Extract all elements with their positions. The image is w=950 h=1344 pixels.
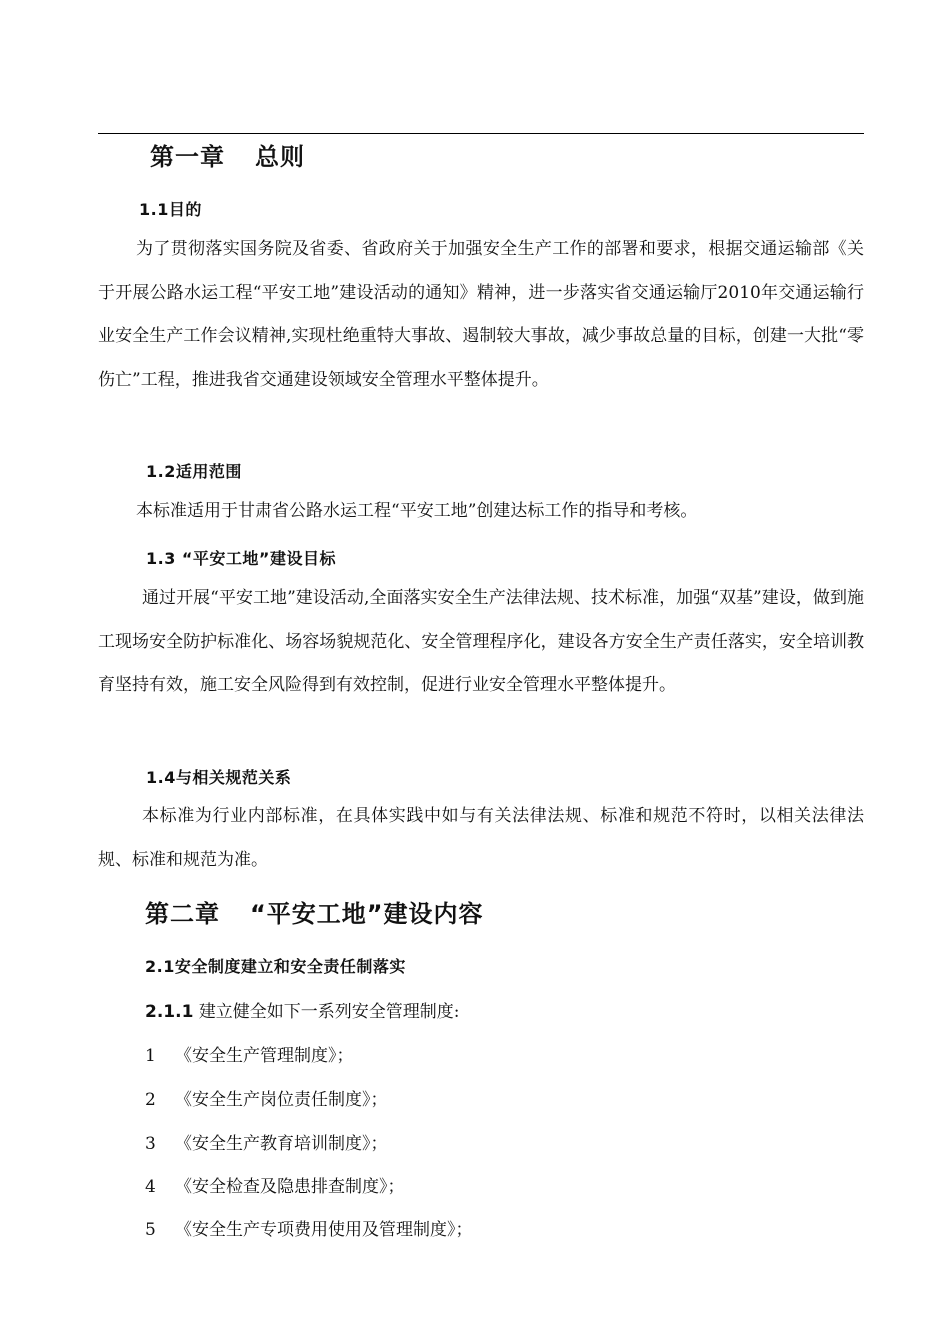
subsection-2-1-1-text: 建立健全如下一系列安全管理制度: [198, 1002, 460, 1022]
list-item [145, 1129, 388, 1154]
chapter-1-title [150, 137, 305, 172]
section-1-3-body: 通过开展“平安工地”建设活动,全面落实安全生产法律法规、技术标准，加强“双基”建设，做到施工现场安全防护标准化、场容场貌规范化、安全管理程序化，建设各方安全生产责任落实，安全培训教育坚持有效，施工安全风险得到有效控制，促进行业安全管理水平整体提升。 [98, 588, 864, 696]
list-item-text: 《安全生产教育培训制度》； [175, 1134, 388, 1154]
list-item [145, 1172, 405, 1197]
list-item-number: 4 [145, 1177, 156, 1197]
section-1-1-heading: 1.1目的 [139, 200, 202, 219]
list-item [145, 1085, 388, 1110]
section-1-3-heading: 1.3 “平安工地”建设目标 [146, 549, 336, 568]
list-item [145, 1215, 473, 1240]
header-rule [98, 133, 864, 134]
section-1-2-body: 本标准适用于甘肃省公路水运工程“平安工地”创建达标工作的指导和考核。 [136, 501, 698, 521]
chapter-1-number: 第一章 [150, 143, 225, 171]
list-item-text: 《安全生产岗位责任制度》； [175, 1090, 388, 1110]
list-item-text: 《安全生产管理制度》； [175, 1046, 354, 1066]
list-item-text: 《安全检查及隐患排查制度》； [175, 1177, 405, 1197]
list-item-number: 2 [145, 1090, 156, 1110]
chapter-2-name: “平安工地”建设内容 [250, 900, 484, 928]
list-item-number: 3 [145, 1134, 156, 1154]
chapter-1-name: 总则 [255, 143, 305, 171]
section-1-2-heading: 1.2适用范围 [146, 462, 242, 481]
section-1-4-heading: 1.4与相关规范关系 [146, 768, 292, 787]
chapter-2-title [145, 894, 484, 929]
chapter-2-number: 第二章 [145, 900, 220, 928]
section-2-1-heading: 2.1安全制度建立和安全责任制落实 [145, 957, 406, 976]
list-item-number: 1 [145, 1046, 156, 1066]
list-item-text: 《安全生产专项费用使用及管理制度》； [175, 1220, 473, 1240]
subsection-2-1-1 [145, 997, 460, 1022]
section-1-1-body: 为了贯彻落实国务院及省委、省政府关于加强安全生产工作的部署和要求，根据交通运输部《关于开展公路水运工程“平安工地”建设活动的通知》精神，进一步落实省交通运输厅2010年交通运输行业安全生产工作会议精神,实现杜绝重特大事故、遏制较大事故，减少事故总量的目标，创建一大批“零伤亡”工程，推进我省交通建设领域安全管理水平整体提升。 [98, 239, 864, 390]
subsection-2-1-1-number: 2.1.1 [145, 1002, 194, 1022]
list-item-number: 5 [145, 1220, 156, 1240]
section-1-4-body: 本标准为行业内部标准，在具体实践中如与有关法律法规、标准和规范不符时，以相关法律法规、标准和规范为准。 [98, 806, 864, 870]
list-item [145, 1041, 354, 1066]
